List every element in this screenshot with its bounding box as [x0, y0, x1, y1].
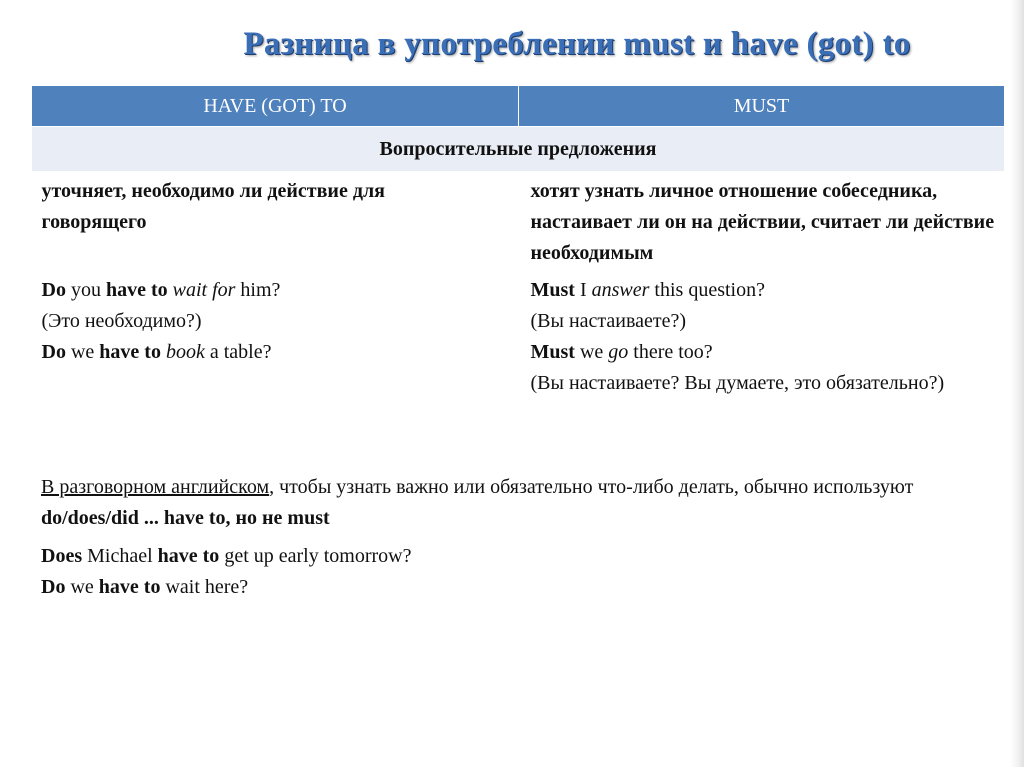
examples-have-to	[32, 271, 519, 401]
example-line: (Это необходимо?)	[41, 310, 202, 332]
example-line: Do you have to wait for him?	[41, 279, 281, 301]
example-line: (Вы настаиваете? Вы думаете, это обязательно?)	[530, 372, 945, 394]
desc-have-to: уточняет, необходимо ли действие для говорящего	[41, 180, 385, 233]
table-header-row	[32, 86, 1005, 127]
comparison-table	[31, 85, 1005, 401]
usage-note: В разговорном английском, чтобы узнать важно или обязательно что-либо делать, обычно используют do/does/did ... have to, но не must	[41, 476, 914, 529]
section-row	[32, 127, 1005, 172]
examples-must	[519, 271, 1005, 401]
slide-edge-shadow	[1010, 0, 1024, 767]
header-must: MUST	[519, 86, 1005, 127]
example-line: (Вы настаиваете?)	[530, 310, 687, 332]
header-have-got-to: HAVE (GOT) TO	[32, 86, 519, 127]
slide-title	[0, 26, 1024, 63]
example-line: Do we have to wait here?	[41, 576, 249, 598]
example-line: Must we go there too?	[530, 341, 713, 363]
section-title: Вопросительные предложения	[32, 127, 1005, 172]
example-line: Must I answer this question?	[530, 279, 765, 301]
example-line: Does Michael have to get up early tomorrow?	[41, 545, 412, 567]
examples-row	[32, 271, 1005, 401]
example-line: Do we have to book a table?	[41, 341, 272, 363]
extra-examples	[41, 541, 991, 603]
slide-title-text: Разница в употреблении must и have (got) to	[243, 26, 911, 62]
desc-must: хотят узнать личное отношение собеседника, настаивает ли он на действии, считает ли действие необходимым	[530, 180, 995, 264]
description-row	[32, 172, 1005, 272]
